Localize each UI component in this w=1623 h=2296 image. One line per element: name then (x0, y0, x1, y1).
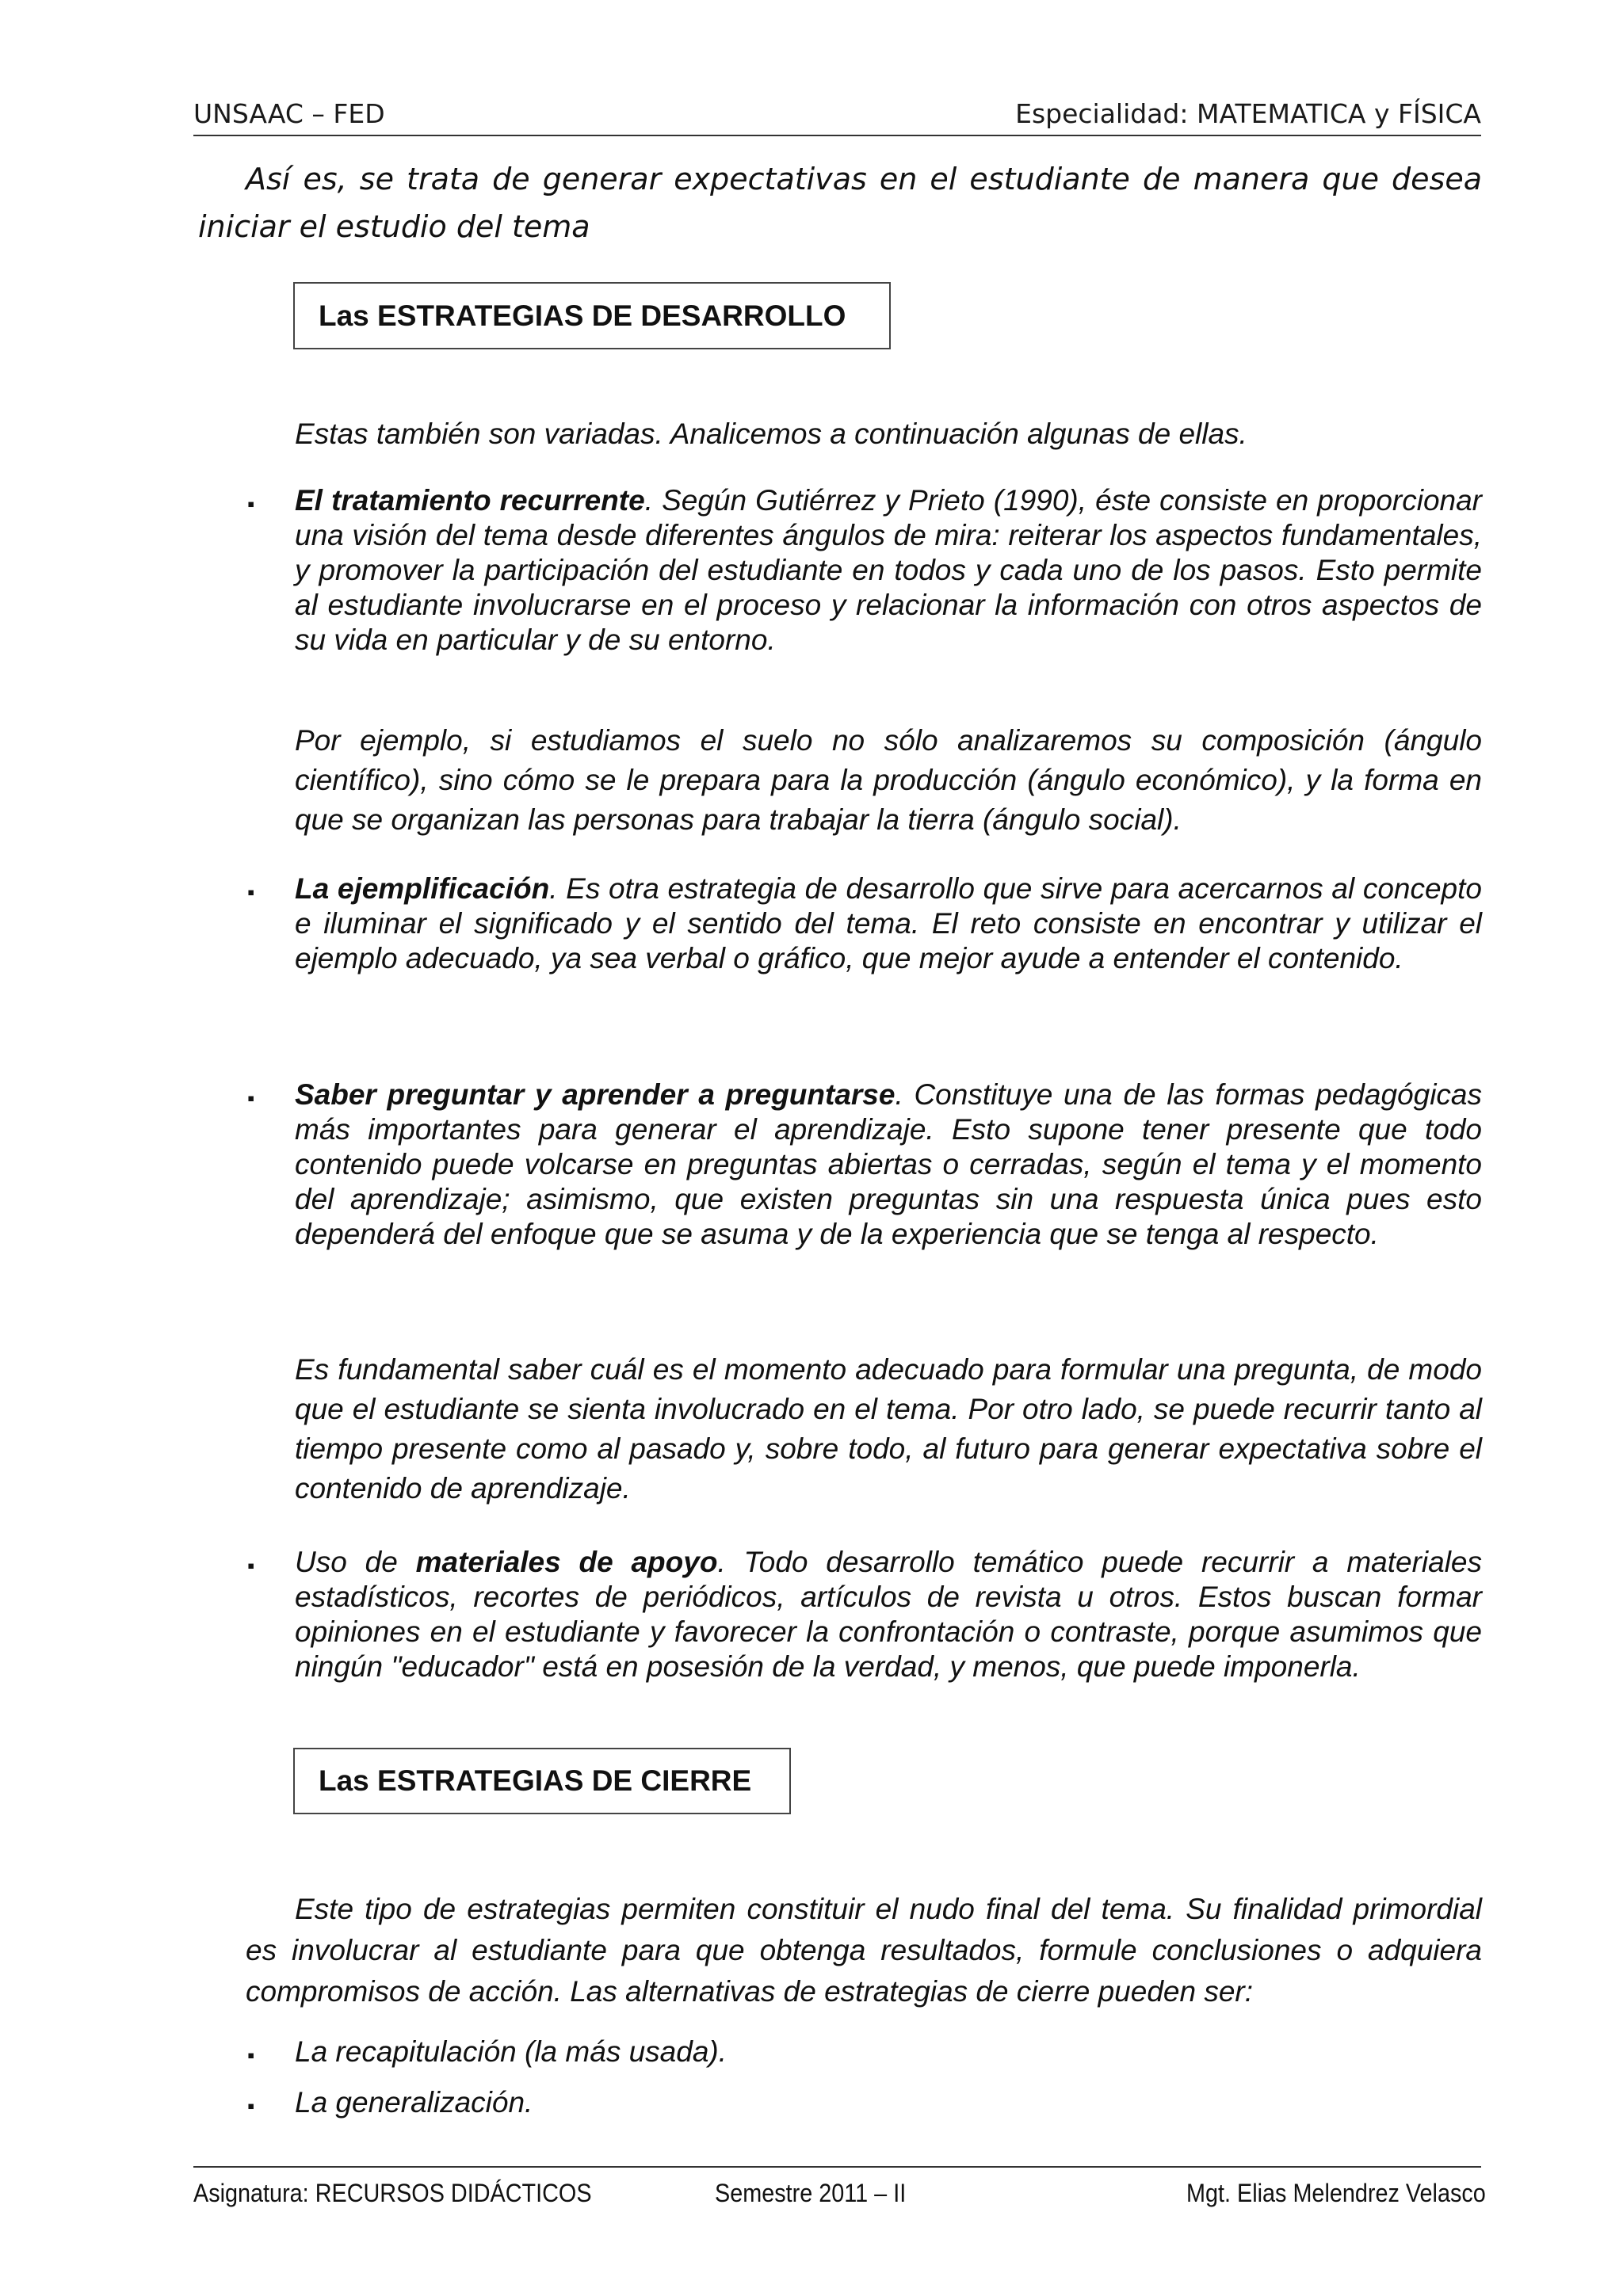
bullet-term: La ejemplificación (295, 872, 550, 905)
footer-rule (193, 2166, 1481, 2168)
bullet-text: . Constituye una de las formas pedagógicas más importantes para generar el aprendizaje. Esto supone tener presente que todo contenido puede volcarse en preguntas abiertas o cerradas, según el tema y el momento del aprendizaje; asimismo, que existen preguntas sin una respuesta única pues esto dependerá del enfoque que se asuma y de la experiencia que se tenga al respecto. (295, 1078, 1482, 1250)
cierre-lead (246, 1889, 1482, 2012)
bullet-marker: ▪ (247, 2043, 255, 2067)
bullet-marker: ▪ (247, 492, 255, 516)
header-left: UNSAAC – FED (193, 98, 385, 129)
intro-line-1: Así es, se trata de generar expectativas en el estudiante de manera que desea (246, 162, 1482, 196)
bullet-ejemplificacion (295, 871, 1482, 976)
bullet-text: . Todo desarrollo temático puede recurrir a materiales estadísticos, recortes de periódicos, artículos de revista u otros. Estos buscan formar opiniones en el estudiante y favorecer la confrontación o contraste, porque asumimos que ningún "educador" está en posesión de la verdad, y menos, que puede imponerla. (295, 1546, 1482, 1683)
header-rule (193, 135, 1481, 136)
cierre-lead-rest: es involucrar al estudiante para que obtenga resultados, formule conclusiones o adquiera compromisos de acción. Las alternativas de estrategias de cierre pueden ser: (246, 1934, 1482, 2008)
cierre-item-generalizacion: La generalización. (295, 2086, 533, 2119)
bullet-pre: Uso de (295, 1546, 416, 1578)
bullet-term: Saber preguntar y aprender a preguntarse (295, 1078, 896, 1111)
footer-right: Mgt. Elias Melendrez Velasco (1186, 2179, 1486, 2207)
bullet-marker: ▪ (247, 1086, 255, 1110)
section-title-cierre: Las ESTRATEGIAS DE CIERRE (293, 1748, 791, 1814)
footer-left: Asignatura: RECURSOS DIDÁCTICOS (193, 2179, 592, 2207)
footer-center: Semestre 2011 – II (715, 2179, 907, 2207)
section-title-desarrollo: Las ESTRATEGIAS DE DESARROLLO (293, 282, 891, 349)
header-right: Especialidad: MATEMATICA y FÍSICA (1015, 98, 1481, 129)
intro-paragraph (198, 155, 1482, 250)
bullet-saber-preguntar (295, 1077, 1482, 1252)
bullet-text: . Es otra estrategia de desarrollo que sirve para acercarnos al concepto e iluminar el significado y el sentido del tema. El reto consiste en encontrar y utilizar el ejemplo adecuado, ya sea verbal o gráfico, que mejor ayude a entender el contenido. (295, 872, 1482, 974)
intro-line-2: iniciar el estudio del tema (198, 209, 590, 244)
bullet-term: materiales de apoyo (415, 1546, 718, 1578)
bullet-term: El tratamiento recurrente (295, 484, 645, 517)
bullet-tratamiento-recurrente (295, 483, 1482, 658)
bullet-marker: ▪ (247, 1554, 255, 1577)
bullet-text: . Según Gutiérrez y Prieto (1990), éste consiste en proporcionar una visión del tema desde diferentes ángulos de mira: reiterar los aspectos fundamentales, y promover la participación del estudiante en todos y cada uno de los pasos. Esto permite al estudiante involucrarse en el proceso y relacionar la información con otros aspectos de su vida en particular y de su entorno. (295, 484, 1482, 656)
bullet-follow-paragraph: Es fundamental saber cuál es el momento adecuado para formular una pregunta, de modo que el estudiante se sienta involucrado en el tema. Por otro lado, se puede recurrir tanto al tiempo presente como al pasado y, sobre todo, al futuro para generar expectativa sobre el contenido de aprendizaje. (295, 1353, 1482, 1505)
cierre-item-recapitulacion: La recapitulación (la más usada). (295, 2035, 727, 2068)
cierre-lead-line-1: Este tipo de estrategias permiten constituir el nudo final del tema. Su finalidad primordial (295, 1893, 1482, 1925)
desarrollo-lead: Estas también son variadas. Analicemos a continuación algunas de ellas. (295, 418, 1247, 450)
bullet-marker: ▪ (247, 880, 255, 904)
bullet-marker: ▪ (247, 2094, 255, 2118)
bullet-follow-paragraph: Por ejemplo, si estudiamos el suelo no sólo analizaremos su composición (ángulo científico), sino cómo se le prepara para la producción (ángulo económico), y la forma en que se organizan las personas para trabajar la tierra (ángulo social). (295, 724, 1482, 836)
bullet-materiales-apoyo (295, 1545, 1482, 1684)
